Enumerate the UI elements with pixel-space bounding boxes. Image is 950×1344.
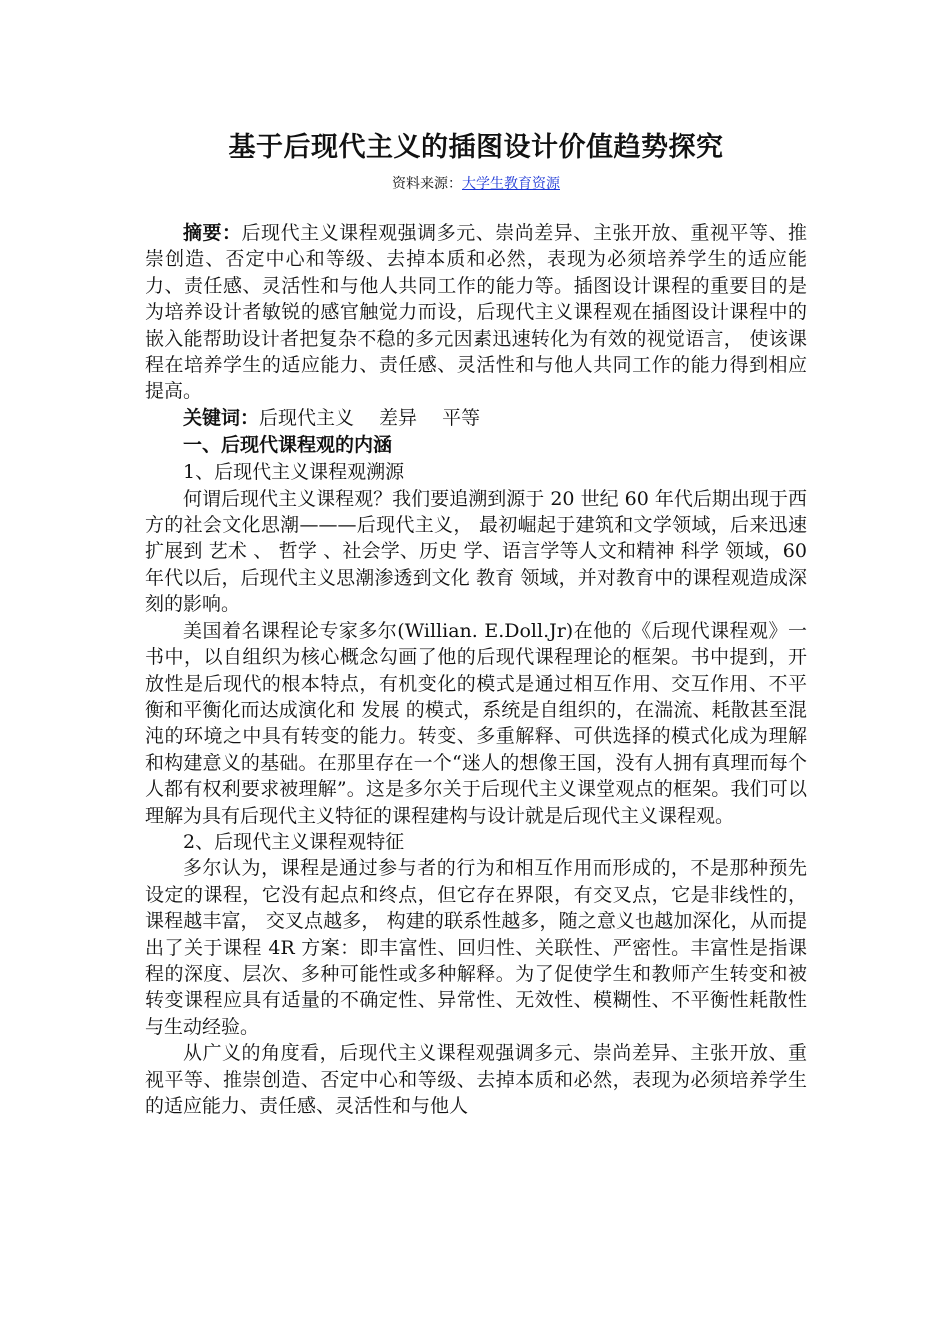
source-line [145, 174, 807, 194]
keywords-label: 关键词： [183, 406, 260, 429]
subsection-heading-2: 2、后现代主义课程观特征 [183, 830, 405, 853]
subsection-heading-1: 1、后现代主义课程观溯源 [183, 461, 405, 484]
document-body [145, 220, 807, 1119]
keywords-paragraph [145, 405, 807, 431]
body-paragraph-1: 何谓后现代主义课程观？我们要追溯到源于 20 世纪 60 年代后期出现于西方的社会文化思潮———后现代主义， 最初崛起于建筑和文学领域，后来迅速扩展到 艺术 、 哲学 、社会学、历史 学、语言学等人文和精神 科学 领域，60 年代以后，后现代主义思潮渗透到文化 教育 领域，并对教育中的课程观造成深刻的影响。 [145, 487, 807, 616]
keywords-text: 后现代主义 差异 平等 [259, 406, 481, 429]
section-heading: 一、后现代课程观的内涵 [183, 434, 393, 457]
body-paragraph-4: 从广义的角度看，后现代主义课程观强调多元、崇尚差异、主张开放、重视平等、推崇创造、否定中心和等级、去掉本质和必然，表现为必须培养学生的适应能力、责任感、灵活性和与他人 [145, 1042, 807, 1117]
abstract-paragraph [145, 220, 807, 405]
body-paragraph-3: 多尔认为，课程是通过参与者的行为和相互作用而形成的，不是那种预先设定的课程，它没有起点和终点，但它存在界限，有交叉点，它是非线性的，课程越丰富， 交叉点越多， 构建的联系性越多，随之意义也越加深化，从而提出了关于课程 4R 方案：即丰富性、回归性、关联性、严密性。丰富性是指课程的深度、层次、多种可能性或多种解释。为了促使学生和教师产生转变和被转变课程应具有适量的不确定性、异常性、无效性、模糊性、不平衡性耗散性与生动经验。 [145, 857, 807, 1038]
body-paragraph-2: 美国着名课程论专家多尔(Willian. E.Doll.Jr)在他的《后现代课程观》一书中，以自组织为核心概念勾画了他的后现代课程理论的框架。书中提到，开放性是后现代的根本特点，有机变化的模式是通过相互作用、交互作用、不平衡和平衡化而达成演化和 发展 的模式，系统是自组织的，在湍流、耗散甚至混沌的环境之中具有转变的能力。转变、多重解释、可供选择的模式化成为理解和构建意义的基础。在那里存在一个“迷人的想像王国，没有人拥有真理而每个人都有权利要求被理解”。这是多尔关于后现代主义课堂观点的框架。我们可以理解为具有后现代主义特征的课程建构与设计就是后现代主义课程观。 [145, 619, 807, 827]
document-page [145, 128, 807, 1328]
document-title: 基于后现代主义的插图设计价值趋势探究 [228, 132, 724, 163]
abstract-label: 摘要： [183, 222, 242, 244]
abstract-text: 后现代主义课程观强调多元、崇尚差异、主张开放、重视平等、推崇创造、否定中心和等级、去掉本质和必然，表现为必须培养学生的适应能力、责任感、灵活性和与他人共同工作的能力等。插图设计课程的重要目的是为培养设计者敏锐的感官触觉力而设，后现代主义课程观在插图设计课程中的嵌入能帮助设计者把复杂不稳的多元因素迅速转化为有效的视觉语言， 使该课程在培养学生的适应能力、责任感、灵活性和与他人共同工作的能力得到相应提高。 [145, 222, 807, 403]
source-label: 资料来源： [392, 176, 462, 192]
source-link[interactable]: 大学生教育资源 [462, 176, 560, 192]
